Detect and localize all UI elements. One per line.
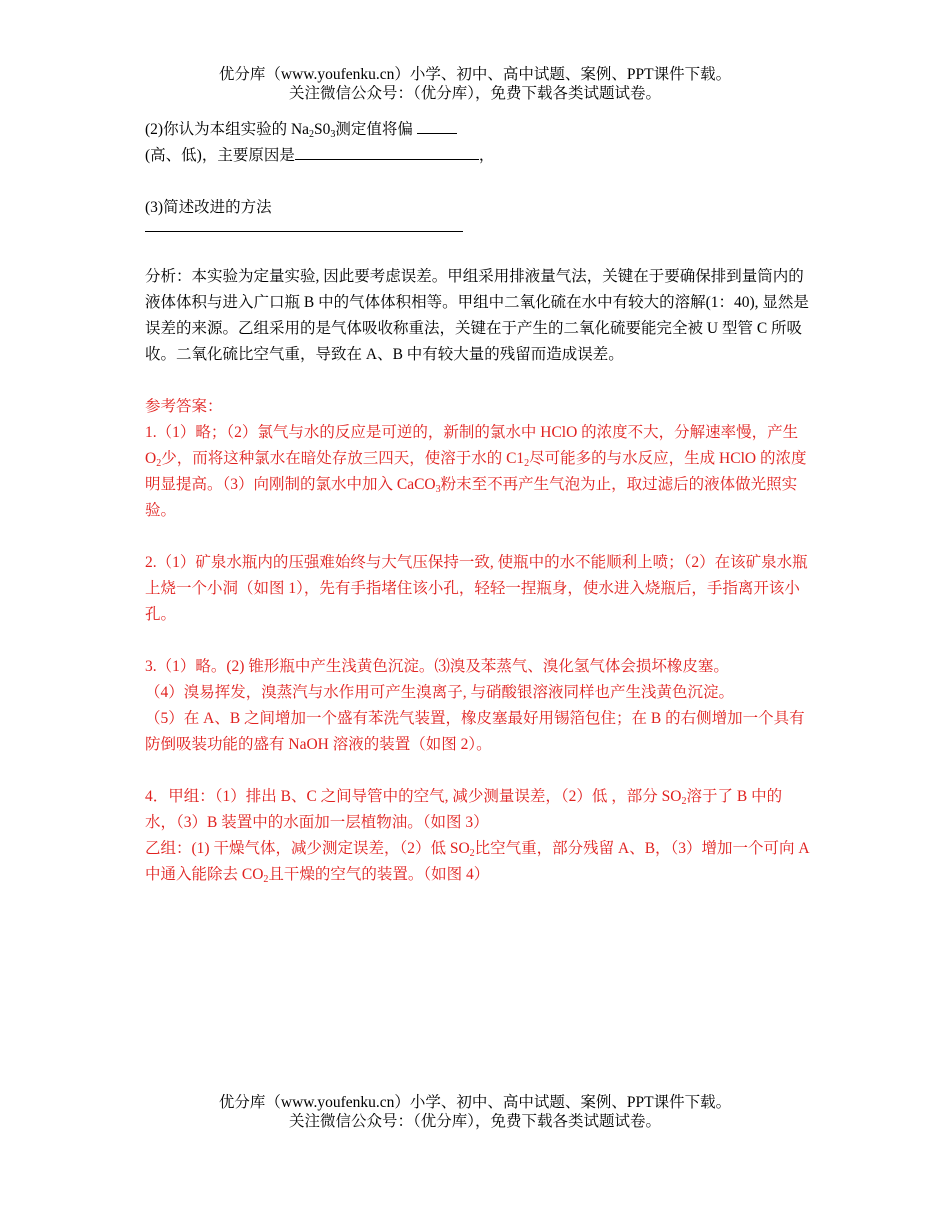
answer-1: 1.（1）略；（2）氯气与水的反应是可逆的，新制的氯水中 HClO 的浓度不大，分解速率慢，产生 $O_2$少，而将这种氯水在暗处存放三四天，使溶于水的 $C1_2$尽可能多的与水反应，生成 HClO 的浓度明显提高。（3）向刚制的氯水中加入 CaCO$_3$粉末至不再产生气泡为止，取过滤后的液体做光照实验。 (145, 424, 807, 519)
answer-4-group-a: 4．甲组：（1）排出 B、C 之间导管中的空气, 减少测量误差，（2）低 ，部分 $SO_2$溶于了 B 中的水，（3）B 装置中的水面加一层植物油。（如图 3） (145, 788, 783, 831)
page-footer (0, 1093, 950, 1131)
answer-3-line-1: 3.（1）略。(2) 锥形瓶中产生浅黄色沉淀。⑶溴及苯蒸气、溴化氢气体会损坏橡皮塞。 (145, 658, 729, 675)
footer-line-1: 优分库（www.youfenku.cn）小学、初中、高中试题、案例、PPT课件下载。 (218, 1094, 732, 1111)
answer-3-line-2: （4）溴易挥发，溴蒸汽与水作用可产生溴离子, 与硝酸银溶液同样也产生浅黄色沉淀。 (145, 684, 735, 701)
footer-line-2: 关注微信公众号：（优分库），免费下载各类试题试卷。 (288, 1113, 661, 1130)
analysis-paragraph: 分析：本实验为定量实验, 因此要考虑误差。甲组采用排液量气法，关键在于要确保排到量筒内的液体体积与进入广口瓶 B 中的气体体积相等。甲组中二氧化硫在水中有较大的溶解(1：40), 显然是误差的来源。乙组采用的是气体吸收称重法，关键在于产生的二氧化硫要能完全被 U 型管 C 所吸收。二氧化硫比空气重，导致在 A、B 中有较大量的残留而造成误差。 (145, 268, 809, 363)
answer-3-line-3: （5）在 A、B 之间增加一个盛有苯洗气装置，橡皮塞最好用锡箔包住；在 B 的右侧增加一个具有防倒吸装功能的盛有 NaOH 溶液的装置（如图 2）。 (145, 710, 805, 753)
question-2-line-1: (2)你认为本组实验的 $Na_2S0_3$测定值将偏 (145, 117, 810, 143)
header-line-2: 关注微信公众号：（优分库），免费下载各类试题试卷。 (288, 85, 661, 102)
answer-4-group-b: 乙组：(1) 干燥气体，减少测定误差，（2）低 $SO_2$比空气重，部分残留 A、B，（3）增加一个可向 A 中通入能除去 $CO_2$且干燥的空气的装置。（如图 4） (145, 840, 809, 885)
answers-title: 参考答案： (145, 398, 223, 415)
page-header (0, 65, 950, 103)
question-3: (3)简述改进的方法 (145, 199, 272, 216)
answer-2: 2.（1）矿泉水瓶内的压强难始终与大气压保持一致, 使瓶中的水不能顺利上喷；（2）在该矿泉水瓶上烧一个小洞（如图 1），先有手指堵住该小孔，轻轻一捏瓶身，使水进入烧瓶后，手指离开该小孔。 (145, 554, 808, 623)
question-2-line-2: (高、低)，主要原因是 ， (145, 143, 810, 169)
answer-blank (295, 144, 479, 160)
answers-section (145, 394, 810, 888)
answer-blank (417, 118, 457, 134)
answer-rule (145, 221, 463, 232)
header-line-1: 优分库（www.youfenku.cn）小学、初中、高中试题、案例、PPT课件下载。 (218, 66, 732, 83)
document-body (145, 117, 810, 888)
